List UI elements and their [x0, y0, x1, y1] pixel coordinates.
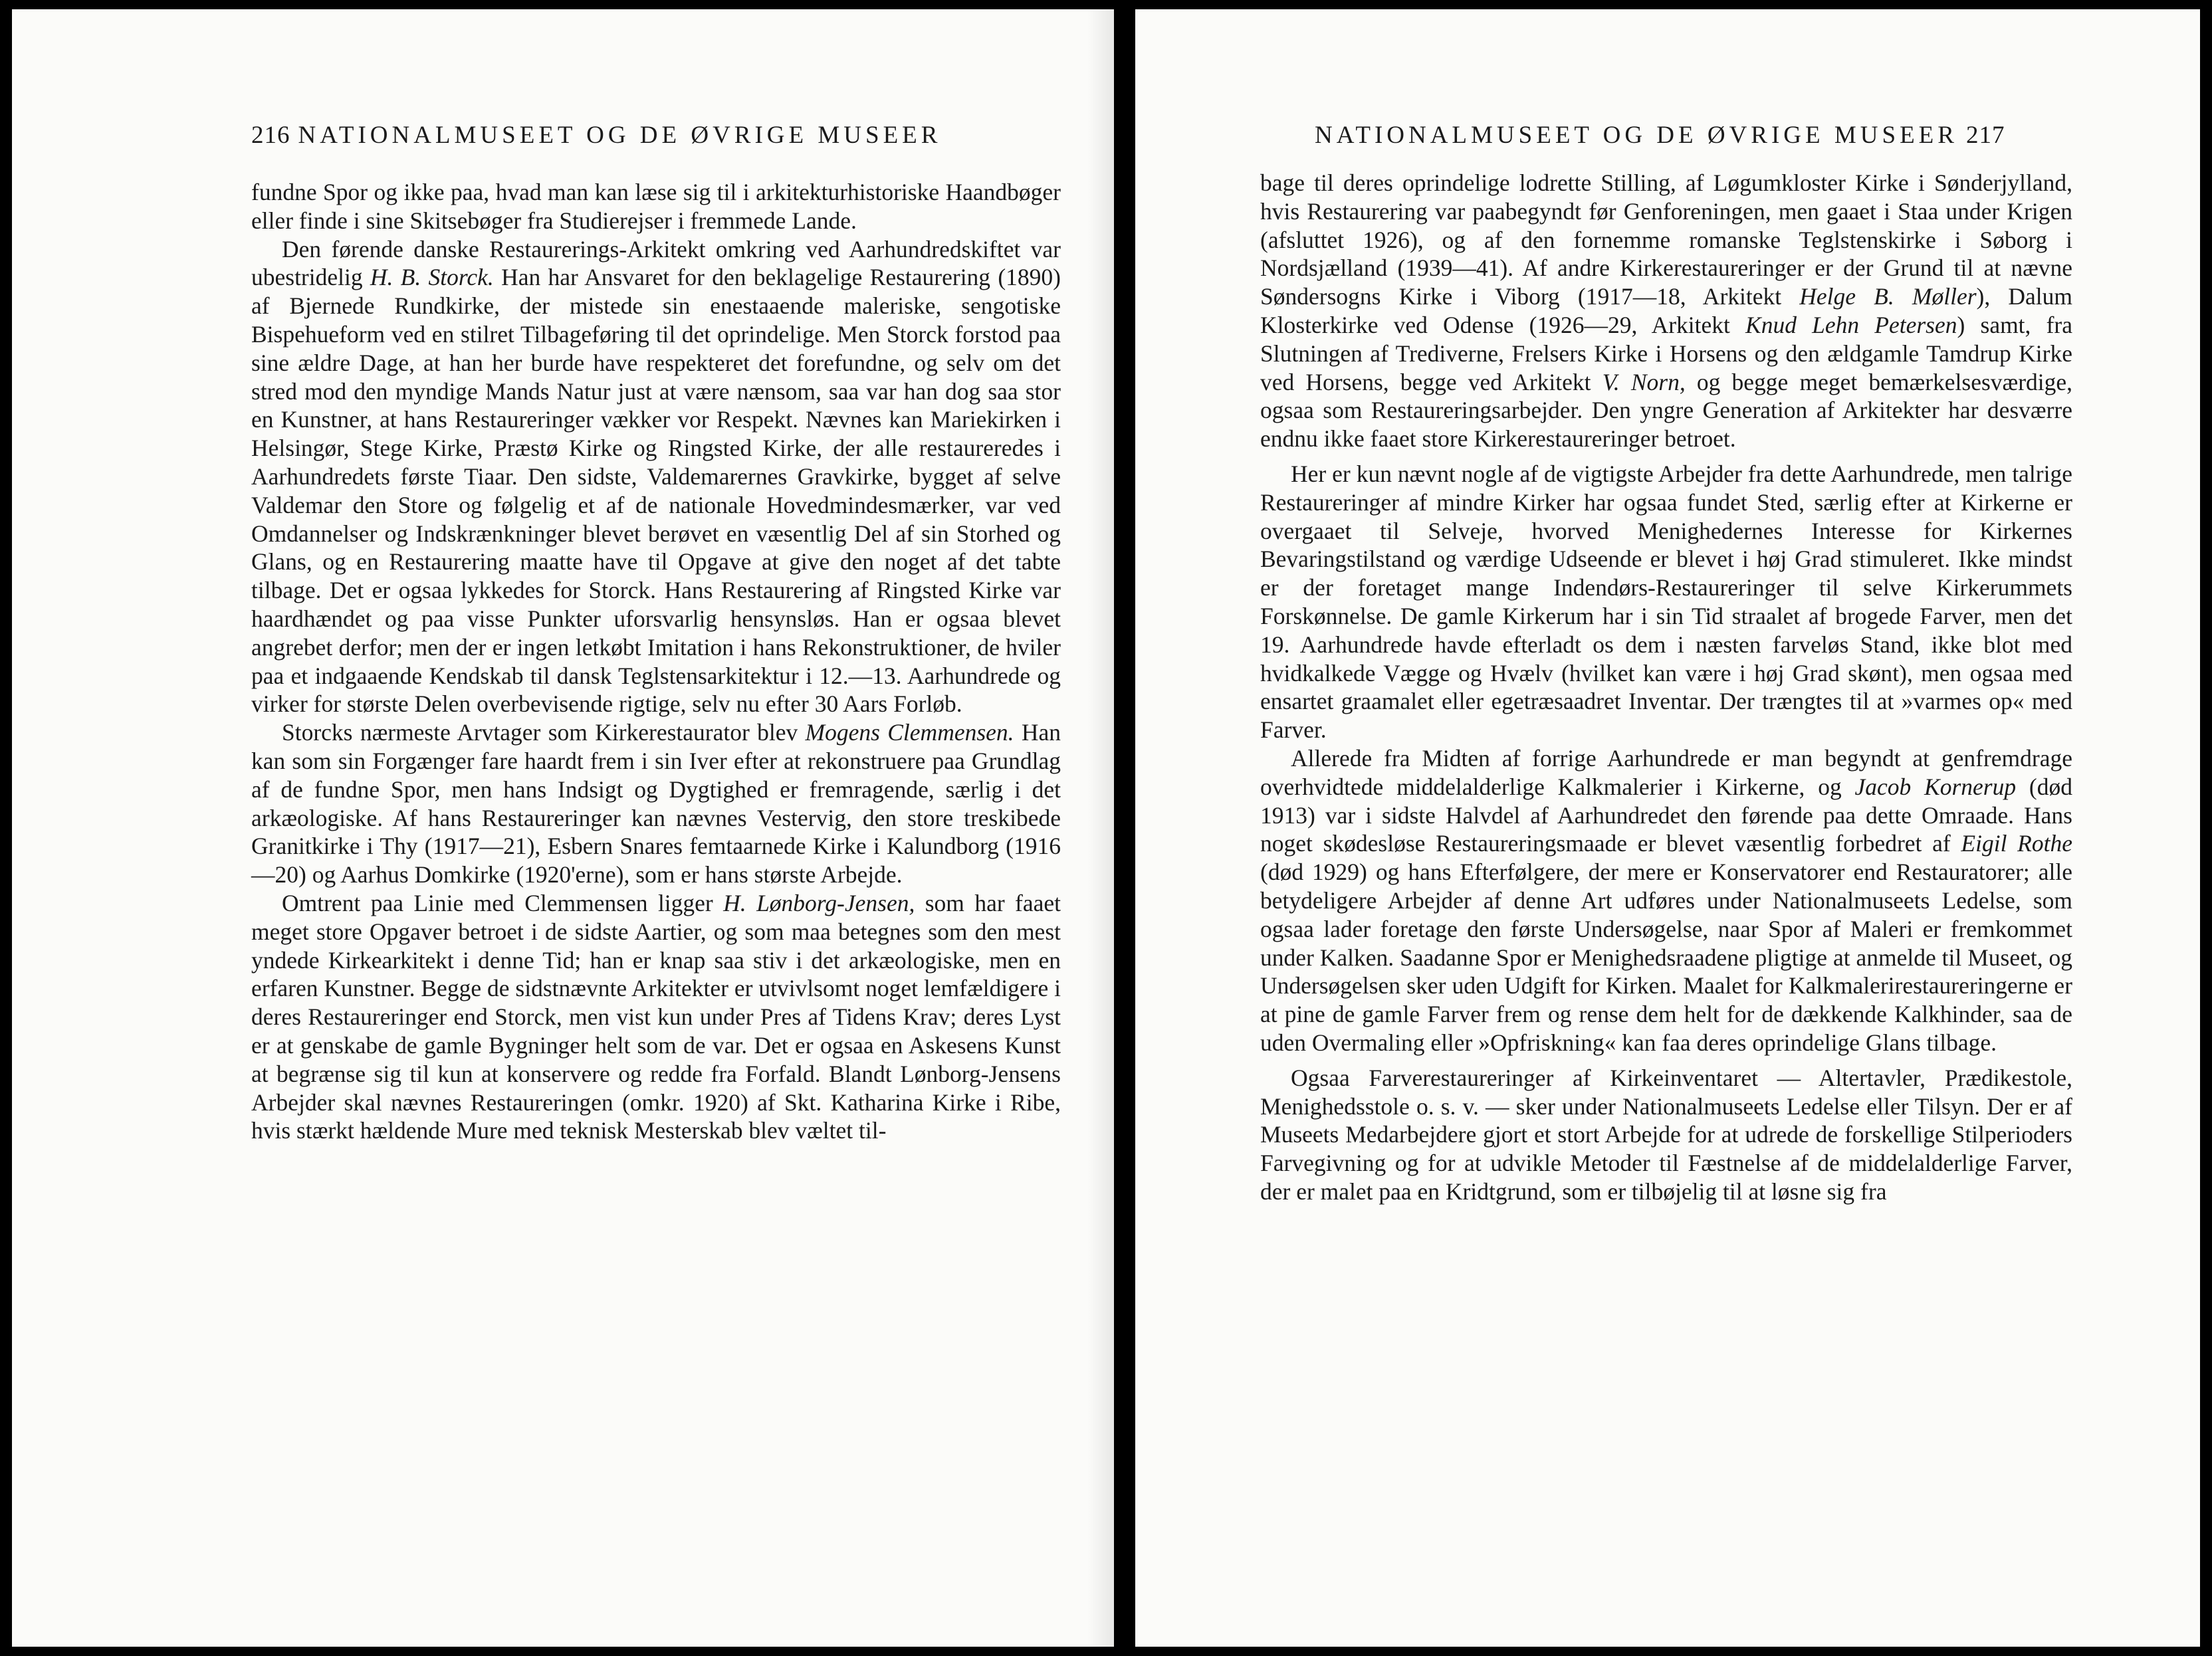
- paragraph: Den førende danske Restaurerings-Arkitekt omkring ved Aarhundredskiftet var ubestridelig H. B. Storck. Han har Ansvaret for den beklagelige Restaurering (1890) af Bjernede Rundkirke, der mistede sin enestaaende maleriske, sengotiske Bispehueform ved en stilret Tilbageføring til det oprindelige. Men Storck forstod paa sine ældre Dage, at han her burde have respekteret det forefundne, og selv om det stred mod den myndige Mands Natur just at være nænsom, saa var han dog saa stor en Kunstner, at hans Restaureringer vækker vor Respekt. Nævnes kan Mariekirken i Helsingør, Stege Kirke, Præstø Kirke og Ringsted Kirke, der alle restaureredes i Aarhundredets første Tiaar. Den sidste, Valdemarernes Gravkirke, bygget af selve Valdemar den Store og følgelig et af de nationale Hovedmindesmærker, var ved Omdannelser og Indskrænkninger blevet berøvet en væsentlig Del af sin Storhed og Glans, og en Restaurering maatte have til Opgave at give den noget af det tabte tilbage. Det er ogsaa lykkedes for Storck. Hans Restaurering af Ringsted Kirke var haardhændet og paa visse Punkter uforsvarlig hensynsløs. Han er ogsaa blevet angrebet derfor; men der er ingen letkøbt Imitation i hans Rekonstruktioner, de hviler paa et indgaaende Kendskab til dansk Teglstensarkitektur i 12.—13. Aarhundrede og virker for største Delen overbevisende rigtige, selv nu efter 30 Aars Forløb.: [251, 235, 1061, 718]
- paragraph: Ogsaa Farverestaureringer af Kirkeinventaret — Altertavler, Prædikestole, Menighedsstole o. s. v. — sker under Nationalmuseets Ledelse eller Tilsyn. Der er af Museets Medarbejdere gjort et stort Arbejde for at udrede de forskellige Stilperioders Farvegivning og for at udvikle Metoder til Fæstnelse af de middelalderlige Farver, der er malet paa en Kridtgrund, som er tilbøjelig til at løsne sig fra: [1260, 1064, 2072, 1205]
- architect-name: H. Lønborg-Jensen,: [723, 889, 915, 916]
- architect-name: Helge B. Møller: [1799, 283, 1977, 310]
- paragraph: Storcks nærmeste Arvtager som Kirkerestaurator blev Mogens Clemmensen. Han kan som sin Forgænger fare haardt frem i sin Iver efter at rekonstruere paa Grundlag af de fundne Spor, men hans Indsigt og Dygtighed er fremragende, særlig i det arkæologiske. Af hans Restaureringer kan nævnes Vestervig, den store treskibede Granitkirke i Thy (1917—21), Esbern Snares femtaarnede Kirke i Kalundborg (1916—20) og Aarhus Domkirke (1920'erne), som er hans største Arbejde.: [251, 719, 1061, 888]
- left-page-body: [251, 178, 1061, 1145]
- right-page: [1135, 9, 2200, 1647]
- left-page: [12, 9, 1114, 1647]
- right-page-header: [1315, 121, 2005, 150]
- architect-name: Mogens Clemmensen.: [805, 719, 1014, 746]
- conservator-name: Jacob Kornerup: [1854, 773, 2017, 800]
- architect-name: V. Norn,: [1602, 368, 1686, 395]
- left-page-header: [251, 121, 941, 150]
- conservator-name: Eigil Rothe: [1961, 830, 2072, 857]
- paragraph: fundne Spor og ikke paa, hvad man kan læse sig til i arkitekturhistoriske Haandbøger eller finde i sine Skitsebøger fra Studierejser i fremmede Lande.: [251, 179, 1061, 234]
- running-head: NATIONALMUSEET OG DE ØVRIGE MUSEER: [1315, 122, 1958, 149]
- running-head: NATIONALMUSEET OG DE ØVRIGE MUSEER: [298, 122, 942, 149]
- page-number: 217: [1965, 122, 2005, 149]
- paragraph: Omtrent paa Linie med Clemmensen ligger H. Lønborg-Jensen, som har faaet meget store Opgaver betroet i de sidste Aartier, og som maa betegnes som den mest yndede Kirkearkitekt i denne Tid; han er knap saa stiv i det arkæologiske, men en erfaren Kunstner. Begge de sidstnævnte Arkitekter er utvivlsomt noget lemfældigere i deres Restaureringer end Storck, men vist kun under Pres af Tidens Krav; deres Lyst er at genskabe de gamle Bygninger helt som de var. Det er ogsaa en Askesens Kunst at begrænse sig til kun at konservere og redde fra Forfald. Blandt Lønborg-Jensens Arbejder skal nævnes Restaureringen (omkr. 1920) af Skt. Katharina Kirke i Ribe, hvis stærkt hældende Mure med teknisk Mesterskab blev væltet til-: [251, 889, 1061, 1144]
- paragraph: bage til deres oprindelige lodrette Stilling, af Løgumkloster Kirke i Sønderjylland, hvis Restaurering var paabegyndt før Genforeningen, men gaaet i Staa under Krigen (afsluttet 1926), og af den fornemme romanske Teglstenskirke i Søborg i Nordsjælland (1939—41). Af andre Kirkerestaureringer er der Grund til at nævne Søndersogns Kirke i Viborg (1917—18, Arkitekt Helge B. Møller), Dalum Klosterkirke ved Odense (1926—29, Arkitekt Knud Lehn Petersen) samt, fra Slutningen af Trediverne, Frelsers Kirke i Horsens og den ældgamle Tamdrup Kirke ved Horsens, begge ved Arkitekt V. Norn, og begge meget bemærkelsesværdige, ogsaa som Restaureringsarbejder. Den yngre Generation af Arkitekter har desværre endnu ikke faaet store Kirkerestaureringer betroet.: [1260, 169, 2073, 453]
- paragraph: Allerede fra Midten af forrige Aarhundrede er man begyndt at genfremdrage overhvidtede middelalderlige Kalkmalerier i Kirkerne, og Jacob Kornerup (død 1913) var i sidste Halvdel af Aarhundredet den førende paa dette Omraade. Hans noget skødesløse Restaureringsmaade er blevet væsentlig forbedret af Eigil Rothe (død 1929) og hans Efterfølgere, der mere er Konservatorer end Restauratorer; alle betydeligere Arbejder af denne Art udføres under Nationalmuseets Ledelse, som ogsaa lader foretage den første Undersøgelse, naar Spor af Maleri er fremkommet under Kalken. Saadanne Spor er Menighedsraadene pligtige at anmelde til Museet, og Undersøgelsen sker uden Udgift for Kirken. Maalet for Kalkmalerirestaureringerne er at pine de gamle Farver frem og rense dem helt for de dækkende Kalkhinder, saa de uden Overmaling eller »Opfriskning« kan faa deres oprindelige Glans tilbage.: [1260, 744, 2072, 1056]
- architect-name: H. B. Storck.: [370, 264, 494, 291]
- right-page-body: [1260, 169, 2072, 1206]
- page-number: 216: [251, 122, 290, 149]
- paragraph: Her er kun nævnt nogle af de vigtigste Arbejder fra dette Aarhundrede, men talrige Restaureringer af mindre Kirker har ogsaa fundet Sted, særlig efter at Kirkerne er overgaaet til Selveje, hvorved Menighedernes Interesse for Kirkernes Bevaringstilstand og værdige Udseende er blevet i høj Grad stimuleret. Ikke mindst er der foretaget mange Indendørs-Restaureringer til selve Kirkerummets Forskønnelse. De gamle Kirkerum har i sin Tid straalet af brogede Farver, men det 19. Aarhundrede havde efterladt os dem i næsten farveløs Stand, ikke blot med hvidkalkede Vægge og Hvælv (hvilket kan være i høj Grad skønt), men ogsaa med ensartet graamalet eller egetræsaadret Inventar. Der trængtes til at »varmes op« med Farver.: [1260, 460, 2072, 744]
- architect-name: Knud Lehn Petersen: [1745, 311, 1957, 338]
